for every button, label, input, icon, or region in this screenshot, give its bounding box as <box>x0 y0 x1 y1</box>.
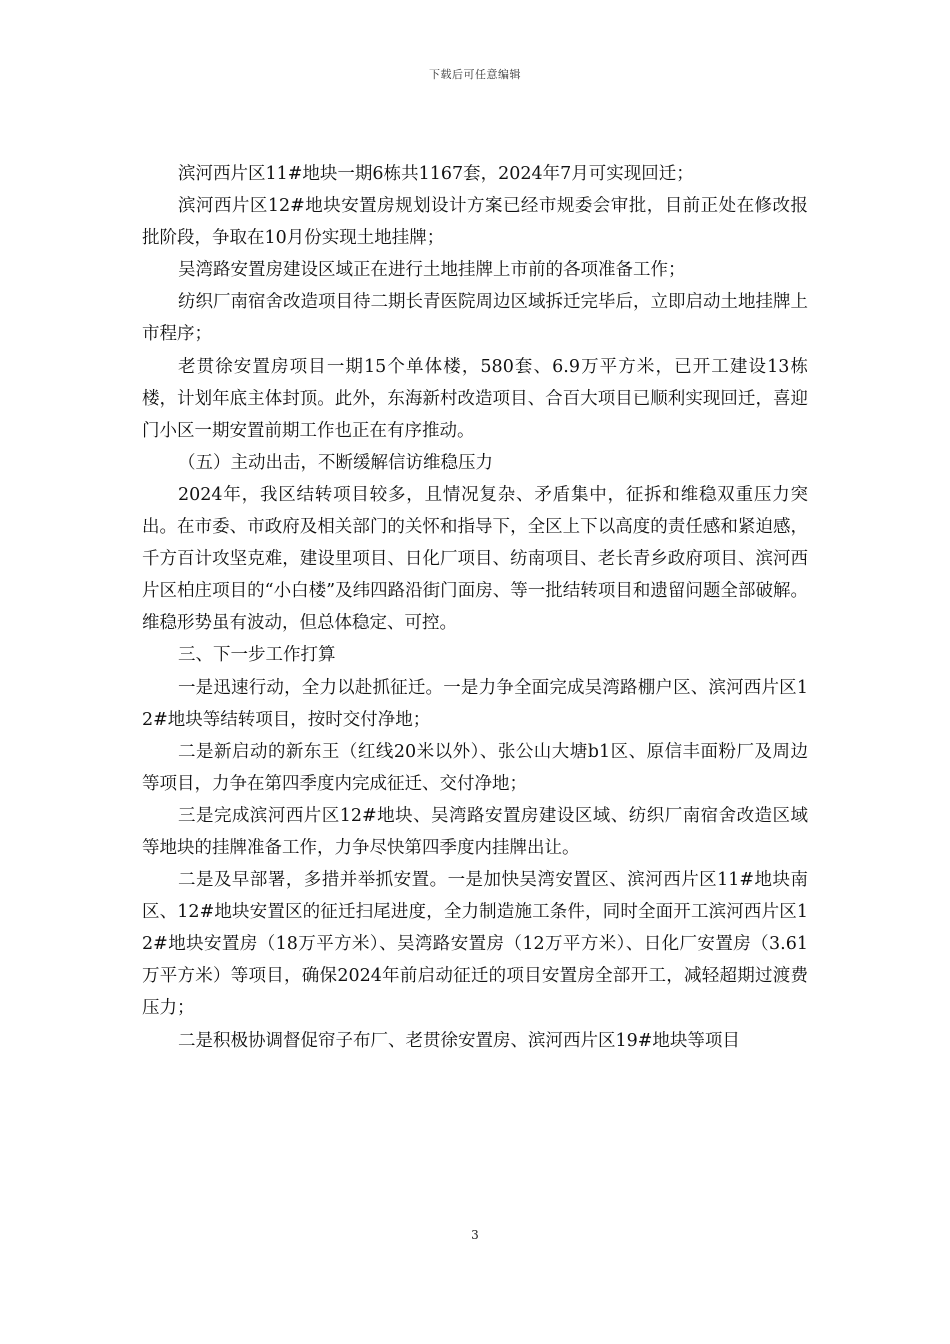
paragraph: 老贯徐安置房项目一期15个单体楼，580套、6.9万平方米，已开工建设13栋楼，计划年底主体封顶。此外，东海新村改造项目、合百大项目已顺利实现回迁，喜迎门小区一期安置前期工作也正在有序推动。 <box>142 356 808 441</box>
paragraph: 一是迅速行动，全力以赴抓征迁。一是力争全面完成吴湾路棚户区、滨河西片区12#地块等结转项目，按时交付净地； <box>142 677 808 730</box>
paragraph: 滨河西片区12#地块安置房规划设计方案已经市规委会审批，目前正处在修改报批阶段，争取在10月份实现土地挂牌； <box>142 196 808 249</box>
paragraph: 三是完成滨河西片区12#地块、吴湾路安置房建设区域、纺织厂南宿舍改造区域等地块的挂牌准备工作，力争尽快第四季度内挂牌出让。 <box>142 805 808 858</box>
page-header: 下载后可任意编辑 <box>429 68 521 81</box>
paragraph: 2024年，我区结转项目较多，且情况复杂、矛盾集中，征拆和维稳双重压力突出。在市委、市政府及相关部门的关怀和指导下，全区上下以高度的责任感和紧迫感，千方百计攻坚克难，建设里项目、日化厂项目、纺南项目、老长青乡政府项目、滨河西片区柏庄项目的“小白楼”及纬四路沿街门面房、等一批结转项目和遗留问题全部破解。维稳形势虽有波动，但总体稳定、可控。 <box>142 484 808 634</box>
paragraph: 滨河西片区11#地块一期6栋共1167套，2024年7月可实现回迁； <box>178 164 694 184</box>
document-body <box>142 158 808 1057</box>
paragraph: 吴湾路安置房建设区域正在进行土地挂牌上市前的各项准备工作； <box>178 260 686 281</box>
paragraph: 二是及早部署，多措并举抓安置。一是加快吴湾安置区、滨河西片区11#地块南区、12#地块安置区的征迁扫尾进度，全力制造施工条件，同时全面开工滨河西片区12#地块安置房（18万平方米）、吴湾路安置房（12万平方米）、日化厂安置房（3.61万平方米）等项目，确保2024年前启动征迁的项目安置房全部开工，减轻超期过渡费压力； <box>142 870 808 1019</box>
section-heading: （五）主动出击，不断缓解信访维稳压力 <box>178 452 493 473</box>
paragraph: 二是新启动的新东王（红线20米以外）、张公山大塘b1区、原信丰面粉厂及周边等项目，力争在第四季度内完成征迁、交付净地； <box>142 741 808 794</box>
page-number: 3 <box>471 1228 479 1242</box>
section-heading: 三、下一步工作打算 <box>178 645 336 666</box>
paragraph: 二是积极协调督促帘子布厂、老贯徐安置房、滨河西片区19#地块等项目 <box>178 1030 740 1051</box>
paragraph: 纺织厂南宿舍改造项目待二期长青医院周边区域拆迁完毕后，立即启动土地挂牌上市程序； <box>142 292 808 345</box>
